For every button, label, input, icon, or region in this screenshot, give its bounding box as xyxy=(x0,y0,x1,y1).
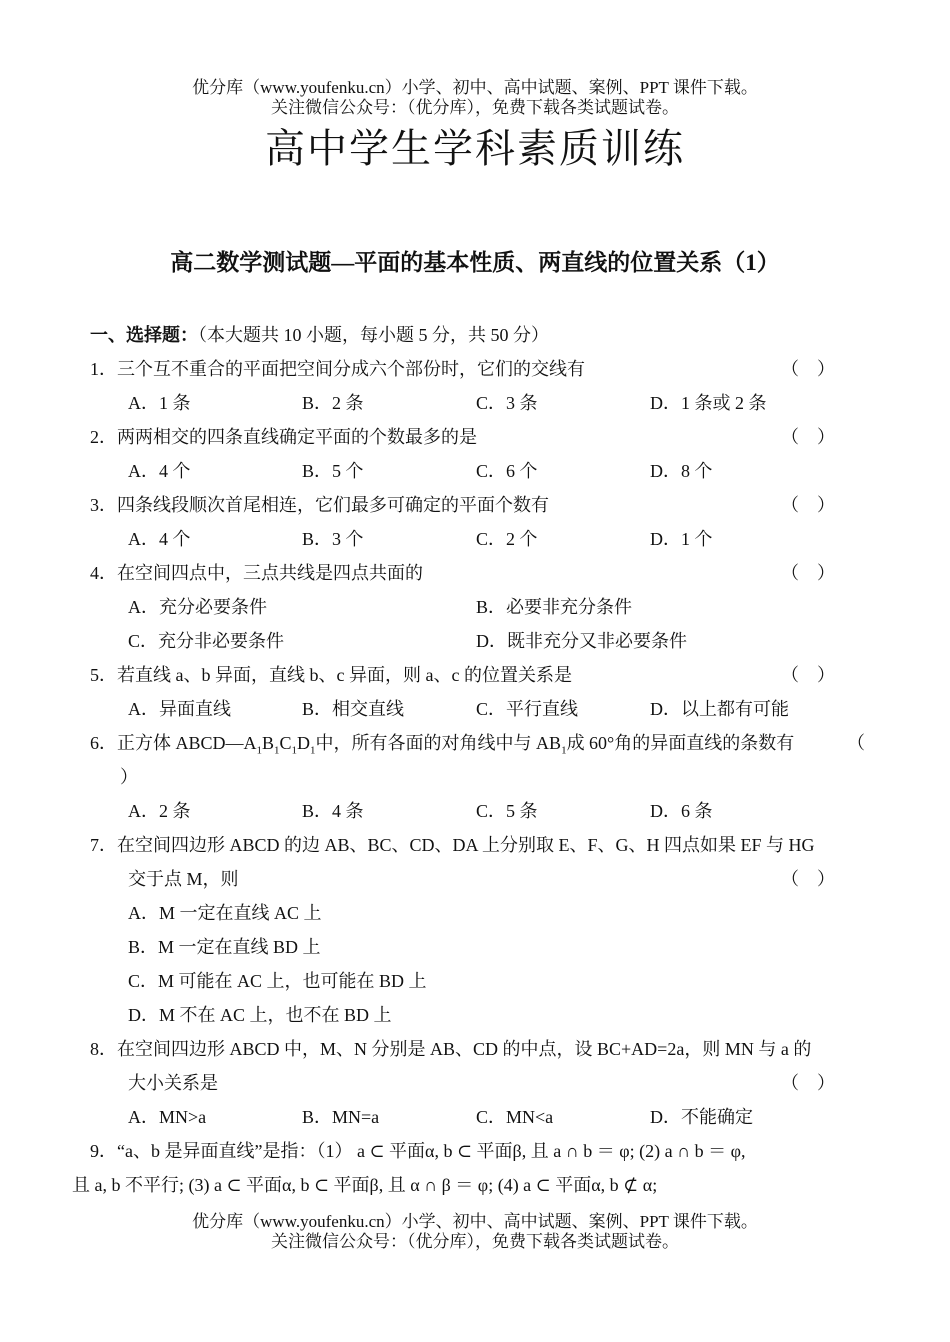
question-2 xyxy=(90,420,865,454)
option-a: A．4 个 xyxy=(128,529,191,549)
option-c: C．平行直线 xyxy=(476,699,579,719)
option-d: D．1 个 xyxy=(650,529,713,549)
question-text: “a、b 是异面直线”是指：（1） a ⊂ 平面α, b ⊂ 平面β, 且 a ∩ b ＝ φ; (2) a ∩ b ＝ φ, xyxy=(117,1141,746,1161)
option-d: D．1 条或 2 条 xyxy=(650,393,767,413)
option-d: D．不能确定 xyxy=(650,1107,753,1127)
question-text-cont: 大小关系是 xyxy=(128,1073,218,1093)
question-7 xyxy=(90,828,865,862)
options-q4-row1 xyxy=(90,590,865,624)
option-c: C．充分非必要条件 xyxy=(128,631,285,651)
option-d: D．既非充分又非必要条件 xyxy=(476,631,687,651)
options-q5 xyxy=(90,692,865,726)
page-title: 高中学生学科素质训练 xyxy=(265,126,685,172)
question-text: 在空间四点中，三点共线是四点共面的 xyxy=(117,563,423,583)
options-q1 xyxy=(90,386,865,420)
question-3 xyxy=(90,488,865,522)
question-text-cont: 且 a, b 不平行; (3) a ⊂ 平面α, b ⊂ 平面β, 且 α ∩ β ＝ φ; (4) a ⊂ 平面α, b ⊄ α; xyxy=(72,1175,658,1195)
option-c: C．6 个 xyxy=(476,461,538,481)
option-a: A．MN>a xyxy=(128,1107,207,1127)
question-text: 三个互不重合的平面把空间分成六个部份时，它们的交线有 xyxy=(117,359,585,379)
option-b: B．MN=a xyxy=(302,1107,380,1127)
option-b: B．3 个 xyxy=(302,529,364,549)
question-7-cont xyxy=(90,862,865,896)
answer-paren: （ ） xyxy=(781,665,835,685)
question-number: 3． xyxy=(90,495,117,515)
question-number: 7． xyxy=(90,835,117,855)
option-b: B．必要非充分条件 xyxy=(476,597,633,617)
question-text-cont: 交于点 M，则 xyxy=(128,869,239,889)
question-number: 9． xyxy=(90,1141,117,1161)
option-c: C．5 条 xyxy=(476,801,538,821)
option-a: A．充分必要条件 xyxy=(128,597,267,617)
question-9 xyxy=(90,1134,865,1168)
header-line-2: 关注微信公众号：（优分库），免费下载各类试题试卷。 xyxy=(271,98,679,117)
option-b: B．2 条 xyxy=(302,393,364,413)
section-heading xyxy=(90,318,865,352)
option-b: B．M 一定在直线 BD 上 xyxy=(128,937,321,957)
option-b: B．5 个 xyxy=(302,461,364,481)
question-1 xyxy=(90,352,865,386)
question-text: 在空间四边形 ABCD 的边 AB、BC、CD、DA 上分别取 E、F、G、H 四点如果 EF 与 HG xyxy=(117,835,815,855)
question-text: 正方体 $ABCD—A_1B_1C_1D_1$中，所有各面的对角线中与 $AB_1$成 60°角的异面直线的条数有 xyxy=(117,733,795,757)
question-text: 四条线段顺次首尾相连，它们最多可确定的平面个数有 xyxy=(117,495,549,515)
question-4 xyxy=(90,556,865,590)
option-c: C．3 条 xyxy=(476,393,538,413)
answer-paren: （ ） xyxy=(781,563,835,583)
question-text: 若直线 a、b 异面，直线 b、c 异面，则 a、c 的位置关系是 xyxy=(117,665,572,685)
question-text: 在空间四边形 ABCD 中，M、N 分别是 AB、CD 的中点，设 BC+AD=2a，则 MN 与 a 的 xyxy=(117,1039,812,1059)
question-6 xyxy=(90,726,865,760)
option-d: D．8 个 xyxy=(650,461,713,481)
option-d: D．6 条 xyxy=(650,801,713,821)
question-number: 4． xyxy=(90,563,117,583)
answer-paren: （ ） xyxy=(781,495,835,515)
option-c: C．2 个 xyxy=(476,529,538,549)
options-q6 xyxy=(90,794,865,828)
option-a: A．2 条 xyxy=(128,801,191,821)
question-6-cont xyxy=(90,760,865,794)
options-q2 xyxy=(90,454,865,488)
page-subtitle: 高二数学测试题—平面的基本性质、两直线的位置关系（1） xyxy=(170,250,780,275)
question-text: 两两相交的四条直线确定平面的个数最多的是 xyxy=(117,427,477,447)
options-q4-row2 xyxy=(90,624,865,658)
options-q3 xyxy=(90,522,865,556)
option-b: B．4 条 xyxy=(302,801,364,821)
option-a: A．4 个 xyxy=(128,461,191,481)
question-5 xyxy=(90,658,865,692)
answer-paren: （ ） xyxy=(781,869,835,889)
question-number: 5． xyxy=(90,665,117,685)
option-d: D．以上都有可能 xyxy=(650,699,789,719)
question-content xyxy=(72,318,865,1202)
answer-paren: （ ） xyxy=(781,427,835,447)
question-number: 8． xyxy=(90,1039,117,1059)
footer-line-2: 关注微信公众号：（优分库），免费下载各类试题试卷。 xyxy=(271,1232,679,1251)
answer-paren-open: （ xyxy=(847,733,865,753)
question-8-cont xyxy=(90,1066,865,1100)
option-a: A．1 条 xyxy=(128,393,191,413)
question-9-cont xyxy=(72,1168,865,1202)
section-label: 一、选择题： xyxy=(90,325,198,345)
option-b: B．相交直线 xyxy=(302,699,405,719)
options-q8 xyxy=(90,1100,865,1134)
header-line-1: 优分库（www.youfenku.cn）小学、初中、高中试题、案例、PPT 课件下载。 xyxy=(192,78,758,97)
option-c: C．MN<a xyxy=(476,1107,554,1127)
answer-paren: （ ） xyxy=(781,359,835,379)
answer-paren: （ ） xyxy=(781,1073,835,1093)
question-number: 2． xyxy=(90,427,117,447)
question-number: 6． xyxy=(90,733,117,753)
question-8 xyxy=(90,1032,865,1066)
option-a: A．M 一定在直线 AC 上 xyxy=(128,903,322,923)
footer-line-1: 优分库（www.youfenku.cn）小学、初中、高中试题、案例、PPT 课件下载。 xyxy=(192,1212,758,1231)
section-note: （本大题共 10 小题，每小题 5 分，共 50 分） xyxy=(198,325,549,345)
option-d: D．M 不在 AC 上，也不在 BD 上 xyxy=(128,1005,392,1025)
question-number: 1． xyxy=(90,359,117,379)
answer-paren-close: ） xyxy=(120,767,138,787)
option-c: C．M 可能在 AC 上，也可能在 BD 上 xyxy=(128,971,427,991)
option-a: A．异面直线 xyxy=(128,699,231,719)
